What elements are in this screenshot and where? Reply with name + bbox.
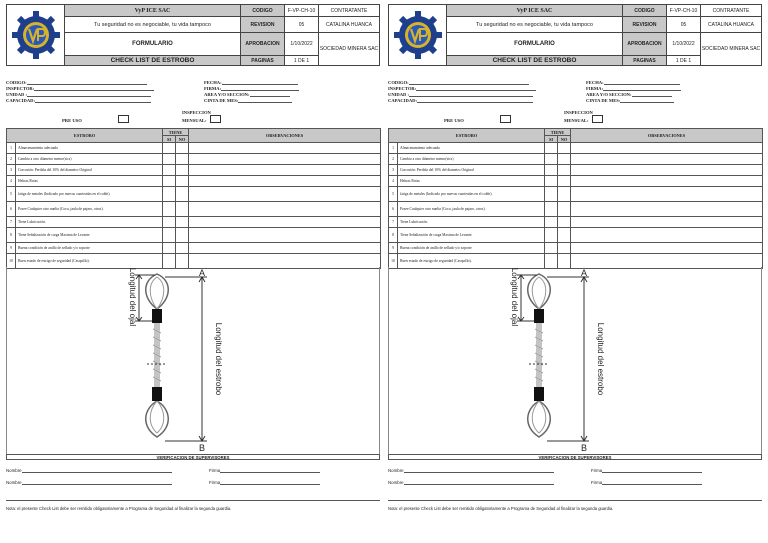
table-row bbox=[7, 202, 381, 217]
codigo-label: CODIGO bbox=[623, 5, 667, 17]
si-cell[interactable] bbox=[163, 243, 176, 254]
row-text: Posee Cualquier otro nuelta (Coca, jaula de pajaro, otros). bbox=[16, 202, 163, 217]
doc-title: CHECK LIST DE ESTROBO bbox=[447, 56, 623, 65]
table-row bbox=[7, 187, 381, 202]
aprobacion-value: 1/10/2022 bbox=[285, 33, 319, 56]
codigo-value: F-VP-CH-10 bbox=[667, 5, 701, 17]
row-number: 2 bbox=[7, 154, 16, 165]
no-cell[interactable] bbox=[558, 154, 571, 165]
firma-field-label: FIRMA: bbox=[204, 86, 222, 91]
row-number: 3 bbox=[7, 165, 16, 176]
company-logo bbox=[7, 5, 65, 65]
sling-diagram bbox=[388, 267, 762, 454]
si-cell[interactable] bbox=[163, 143, 176, 154]
verification-title: VERIFICACION DE SUPERVISORES bbox=[6, 454, 380, 460]
inspector-field[interactable] bbox=[416, 86, 536, 91]
pre-uso-label: PRE USO bbox=[444, 118, 464, 123]
no-cell[interactable] bbox=[176, 217, 189, 228]
checklist-page-right bbox=[388, 4, 762, 512]
pre-uso-checkbox[interactable] bbox=[500, 115, 511, 123]
row-number: 4 bbox=[7, 176, 16, 187]
capacidad-field[interactable] bbox=[35, 98, 151, 103]
inspection-info bbox=[388, 68, 762, 130]
company-name: VyP ICE SAC bbox=[65, 5, 241, 17]
codigo-field-label: CODIGO: bbox=[388, 80, 409, 85]
table-row bbox=[389, 154, 763, 165]
firma-field-2[interactable] bbox=[220, 480, 320, 485]
no-cell[interactable] bbox=[176, 165, 189, 176]
table-row bbox=[389, 228, 763, 243]
nombre-label-2: Nombre bbox=[6, 480, 22, 485]
obs-cell[interactable] bbox=[189, 243, 381, 254]
obs-cell[interactable] bbox=[189, 228, 381, 243]
row-text: Cambio a otro diámetro menor(sics) bbox=[398, 154, 545, 165]
contratante-company: SOCIEDAD MINERA SAC bbox=[319, 46, 379, 52]
area-field[interactable] bbox=[250, 92, 290, 97]
pre-uso-checkbox[interactable] bbox=[118, 115, 129, 123]
cinta-field[interactable] bbox=[238, 98, 292, 103]
firma-field-label: FIRMA: bbox=[586, 86, 604, 91]
no-cell[interactable] bbox=[176, 228, 189, 243]
aprobacion-label: APROBACION bbox=[623, 33, 667, 56]
inspeccion-label: INSPECCION bbox=[182, 110, 211, 115]
form-header bbox=[388, 4, 762, 66]
table-row bbox=[389, 187, 763, 202]
area-field-label: AREA Y/O SECCION: bbox=[204, 92, 250, 97]
row-number: 9 bbox=[389, 243, 398, 254]
firma-label-2: Firma bbox=[591, 480, 603, 485]
table-row bbox=[389, 176, 763, 187]
si-cell[interactable] bbox=[545, 243, 558, 254]
nombre-field-1[interactable] bbox=[404, 468, 554, 473]
codigo-label: CODIGO bbox=[241, 5, 285, 17]
obs-cell[interactable] bbox=[189, 176, 381, 187]
row-text: fatiga de metales (Indicado por nuevas cuarteadas en el cable). bbox=[16, 187, 163, 202]
col-observaciones: OBSERVACIONES bbox=[189, 129, 381, 143]
col-tiene: TIENE bbox=[163, 129, 189, 136]
obs-cell[interactable] bbox=[571, 217, 763, 228]
footer-note: Nota: el presente Check List debe ser remitido obligatoriamente a Programa de Seguridad al finalizar la segunda guardia. bbox=[388, 500, 762, 512]
col-no: NO bbox=[558, 136, 571, 143]
revision-label: REVISION bbox=[623, 17, 667, 33]
area-field-label: AREA Y/O SECCION: bbox=[586, 92, 632, 97]
table-row bbox=[389, 143, 763, 154]
table-row bbox=[7, 243, 381, 254]
row-text: Corrosión: Perdida del 10% del diametro Original bbox=[398, 165, 545, 176]
no-cell[interactable] bbox=[176, 202, 189, 217]
row-text: Corrosión: Perdida del 10% del diametro Original bbox=[16, 165, 163, 176]
row-number: 8 bbox=[7, 228, 16, 243]
slogan: Tu seguridad no es negociable, tu vida tampoco bbox=[447, 17, 623, 33]
row-number: 7 bbox=[7, 217, 16, 228]
obs-cell[interactable] bbox=[189, 187, 381, 202]
si-cell[interactable] bbox=[545, 202, 558, 217]
row-number: 9 bbox=[7, 243, 16, 254]
slogan: Tu seguridad no es negociable, tu vida tampoco bbox=[65, 17, 241, 33]
estrobo-length-label: Longitud del estrobo bbox=[596, 322, 605, 396]
codigo-field[interactable] bbox=[409, 80, 529, 85]
no-cell[interactable] bbox=[558, 228, 571, 243]
codigo-value: F-VP-CH-10 bbox=[285, 5, 319, 17]
fecha-field-label: FECHA: bbox=[586, 80, 604, 85]
aprobacion-value: 1/10/2022 bbox=[667, 33, 701, 56]
si-cell[interactable] bbox=[163, 165, 176, 176]
firma-label-2: Firma bbox=[209, 480, 221, 485]
row-text: Buen estado de estrigo de seguridad (Casquillo). bbox=[16, 254, 163, 269]
contratante-name: CATALINA HUANCA bbox=[701, 17, 761, 33]
obs-cell[interactable] bbox=[189, 217, 381, 228]
obs-cell[interactable] bbox=[571, 202, 763, 217]
obs-cell[interactable] bbox=[571, 154, 763, 165]
cinta-field-label: CINTA DE MES: bbox=[204, 98, 239, 103]
paginas-label: PAGINAS bbox=[623, 56, 667, 65]
footer-note: Nota: el presente Check List debe ser remitido obligatoriamente a Programa de Seguridad al finalizar la segunda guardia. bbox=[6, 500, 380, 512]
row-text: Almacenamiento adecuado bbox=[16, 143, 163, 154]
fecha-field[interactable] bbox=[604, 80, 680, 85]
company-name: VyP ICE SAC bbox=[447, 5, 623, 17]
si-cell[interactable] bbox=[545, 154, 558, 165]
col-observaciones: OBSERVACIONES bbox=[571, 129, 763, 143]
row-text: fatiga de metales (Indicado por nuevas cuarteadas en el cable). bbox=[398, 187, 545, 202]
row-number: 4 bbox=[389, 176, 398, 187]
table-row bbox=[7, 176, 381, 187]
row-number: 5 bbox=[7, 187, 16, 202]
si-cell[interactable] bbox=[163, 176, 176, 187]
no-cell[interactable] bbox=[558, 165, 571, 176]
contratante-label: CONTRATANTE bbox=[319, 5, 379, 17]
row-text: Almacenamiento adecuado bbox=[398, 143, 545, 154]
paginas-label: PAGINAS bbox=[241, 56, 285, 65]
firma-field-2[interactable] bbox=[602, 480, 702, 485]
inspeccion-label: INSPECCION bbox=[564, 110, 593, 115]
unidad-field-label: UNIDAD : bbox=[388, 92, 410, 97]
capacidad-field[interactable] bbox=[417, 98, 533, 103]
point-a-label: A bbox=[198, 268, 206, 278]
row-text: Posee Cualquier otro nuelta (Coca, jaula de pajaro, otros). bbox=[398, 202, 545, 217]
nombre-field-1[interactable] bbox=[22, 468, 172, 473]
codigo-field[interactable] bbox=[27, 80, 147, 85]
obs-cell[interactable] bbox=[571, 243, 763, 254]
si-cell[interactable] bbox=[545, 143, 558, 154]
row-text: Tiene Señalización de carga Maxima de Levante bbox=[398, 228, 545, 243]
no-cell[interactable] bbox=[558, 217, 571, 228]
mensual-label: MENSUAL: bbox=[182, 118, 207, 123]
table-row bbox=[7, 143, 381, 154]
row-text: Buen estado de estrigo de seguridad (Casquillo). bbox=[398, 254, 545, 269]
row-number: 6 bbox=[389, 202, 398, 217]
pre-uso-label: PRE USO bbox=[62, 118, 82, 123]
point-a-label: A bbox=[580, 268, 588, 278]
firma-label-1: Firma bbox=[591, 468, 603, 473]
revision-value: 05 bbox=[285, 17, 319, 33]
contratante-label: CONTRATANTE bbox=[701, 5, 761, 17]
col-estrobo: ESTROBO bbox=[389, 129, 545, 143]
si-cell[interactable] bbox=[545, 187, 558, 202]
point-b-label: B bbox=[580, 443, 588, 453]
table-row bbox=[7, 228, 381, 243]
obs-cell[interactable] bbox=[571, 176, 763, 187]
table-row bbox=[389, 165, 763, 176]
si-cell[interactable] bbox=[163, 187, 176, 202]
unidad-field-label: UNIDAD : bbox=[6, 92, 28, 97]
ojal-length-label: Longitud del ojal bbox=[128, 267, 137, 327]
firma-field[interactable] bbox=[603, 86, 681, 91]
checklist-table bbox=[6, 128, 381, 269]
no-cell[interactable] bbox=[558, 143, 571, 154]
table-row bbox=[389, 217, 763, 228]
no-cell[interactable] bbox=[176, 143, 189, 154]
col-estrobo: ESTROBO bbox=[7, 129, 163, 143]
row-text: Tiene Lubricación. bbox=[16, 217, 163, 228]
area-field[interactable] bbox=[632, 92, 672, 97]
unidad-field[interactable] bbox=[409, 92, 533, 97]
row-text: Hebras Rotas bbox=[398, 176, 545, 187]
doc-title: CHECK LIST DE ESTROBO bbox=[65, 56, 241, 65]
no-cell[interactable] bbox=[558, 243, 571, 254]
mensual-label: MENSUAL: bbox=[564, 118, 589, 123]
unidad-field[interactable] bbox=[27, 92, 151, 97]
obs-cell[interactable] bbox=[189, 154, 381, 165]
obs-cell[interactable] bbox=[571, 187, 763, 202]
point-b-label: B bbox=[198, 443, 206, 453]
nombre-label-2: Nombre bbox=[388, 480, 404, 485]
obs-cell[interactable] bbox=[189, 202, 381, 217]
table-row bbox=[389, 243, 763, 254]
row-number: 10 bbox=[389, 254, 398, 269]
row-text: Tiene Lubricación. bbox=[398, 217, 545, 228]
row-number: 1 bbox=[389, 143, 398, 154]
si-cell[interactable] bbox=[545, 165, 558, 176]
si-cell[interactable] bbox=[163, 228, 176, 243]
row-text: Hebras Rotas bbox=[16, 176, 163, 187]
capacidad-field-label: CAPACIDAD: bbox=[388, 98, 418, 103]
si-cell[interactable] bbox=[163, 202, 176, 217]
checklist-page-left bbox=[6, 4, 380, 512]
inspector-field-label: INSPECTOR: bbox=[388, 86, 417, 91]
nombre-label-1: Nombre bbox=[388, 468, 404, 473]
nombre-field-2[interactable] bbox=[22, 480, 172, 485]
si-cell[interactable] bbox=[545, 176, 558, 187]
contratante-name: CATALINA HUANCA bbox=[319, 17, 379, 33]
col-no: NO bbox=[176, 136, 189, 143]
row-text: Buena condición de anillo de sellado y/o soporte bbox=[398, 243, 545, 254]
company-logo bbox=[389, 5, 447, 65]
obs-cell[interactable] bbox=[571, 143, 763, 154]
mensual-checkbox[interactable] bbox=[592, 115, 603, 123]
si-cell[interactable] bbox=[545, 217, 558, 228]
col-tiene: TIENE bbox=[545, 129, 571, 136]
sling-diagram bbox=[6, 267, 380, 454]
paginas-value: 1 DE 1 bbox=[285, 56, 319, 65]
contratante-company: SOCIEDAD MINERA SAC bbox=[701, 46, 761, 52]
verification-title: VERIFICACION DE SUPERVISORES bbox=[388, 454, 762, 460]
codigo-field-label: CODIGO: bbox=[6, 80, 27, 85]
nombre-field-2[interactable] bbox=[404, 480, 554, 485]
estrobo-length-label: Longitud del estrobo bbox=[214, 322, 223, 396]
no-cell[interactable] bbox=[558, 176, 571, 187]
aprobacion-label: APROBACION bbox=[241, 33, 285, 56]
no-cell[interactable] bbox=[558, 202, 571, 217]
firma-field-1[interactable] bbox=[220, 468, 320, 473]
firma-field-1[interactable] bbox=[602, 468, 702, 473]
table-row bbox=[7, 154, 381, 165]
fecha-field-label: FECHA: bbox=[204, 80, 222, 85]
si-cell[interactable] bbox=[545, 228, 558, 243]
cinta-field[interactable] bbox=[620, 98, 674, 103]
no-cell[interactable] bbox=[176, 187, 189, 202]
no-cell[interactable] bbox=[176, 243, 189, 254]
revision-value: 05 bbox=[667, 17, 701, 33]
fecha-field[interactable] bbox=[222, 80, 298, 85]
obs-cell[interactable] bbox=[189, 143, 381, 154]
row-text: Cambio a otro diámetro menor(sics) bbox=[16, 154, 163, 165]
firma-label-1: Firma bbox=[209, 468, 221, 473]
no-cell[interactable] bbox=[176, 154, 189, 165]
row-number: 1 bbox=[7, 143, 16, 154]
row-number: 6 bbox=[7, 202, 16, 217]
cinta-field-label: CINTA DE MES: bbox=[586, 98, 621, 103]
firma-field[interactable] bbox=[221, 86, 299, 91]
obs-cell[interactable] bbox=[571, 165, 763, 176]
checklist-table bbox=[388, 128, 763, 269]
ojal-length-label: Longitud del ojal bbox=[510, 267, 519, 327]
row-text: Buena condición de anillo de sellado y/o soporte bbox=[16, 243, 163, 254]
table-row bbox=[7, 165, 381, 176]
doc-type: FORMULARIO bbox=[447, 33, 623, 56]
capacidad-field-label: CAPACIDAD: bbox=[6, 98, 36, 103]
si-cell[interactable] bbox=[163, 154, 176, 165]
doc-type: FORMULARIO bbox=[65, 33, 241, 56]
inspector-field-label: INSPECTOR: bbox=[6, 86, 35, 91]
row-number: 3 bbox=[389, 165, 398, 176]
obs-cell[interactable] bbox=[189, 165, 381, 176]
inspector-field[interactable] bbox=[34, 86, 154, 91]
mensual-checkbox[interactable] bbox=[210, 115, 221, 123]
inspection-info bbox=[6, 68, 380, 130]
row-number: 5 bbox=[389, 187, 398, 202]
row-number: 7 bbox=[389, 217, 398, 228]
no-cell[interactable] bbox=[176, 176, 189, 187]
row-number: 8 bbox=[389, 228, 398, 243]
si-cell[interactable] bbox=[163, 217, 176, 228]
table-row bbox=[389, 202, 763, 217]
form-header bbox=[6, 4, 380, 66]
col-si: SI bbox=[163, 136, 176, 143]
row-number: 2 bbox=[389, 154, 398, 165]
revision-label: REVISION bbox=[241, 17, 285, 33]
no-cell[interactable] bbox=[558, 187, 571, 202]
col-si: SI bbox=[545, 136, 558, 143]
obs-cell[interactable] bbox=[571, 228, 763, 243]
table-row bbox=[7, 217, 381, 228]
row-number: 10 bbox=[7, 254, 16, 269]
row-text: Tiene Señalización de carga Maxima de Levante bbox=[16, 228, 163, 243]
paginas-value: 1 DE 1 bbox=[667, 56, 701, 65]
nombre-label-1: Nombre bbox=[6, 468, 22, 473]
